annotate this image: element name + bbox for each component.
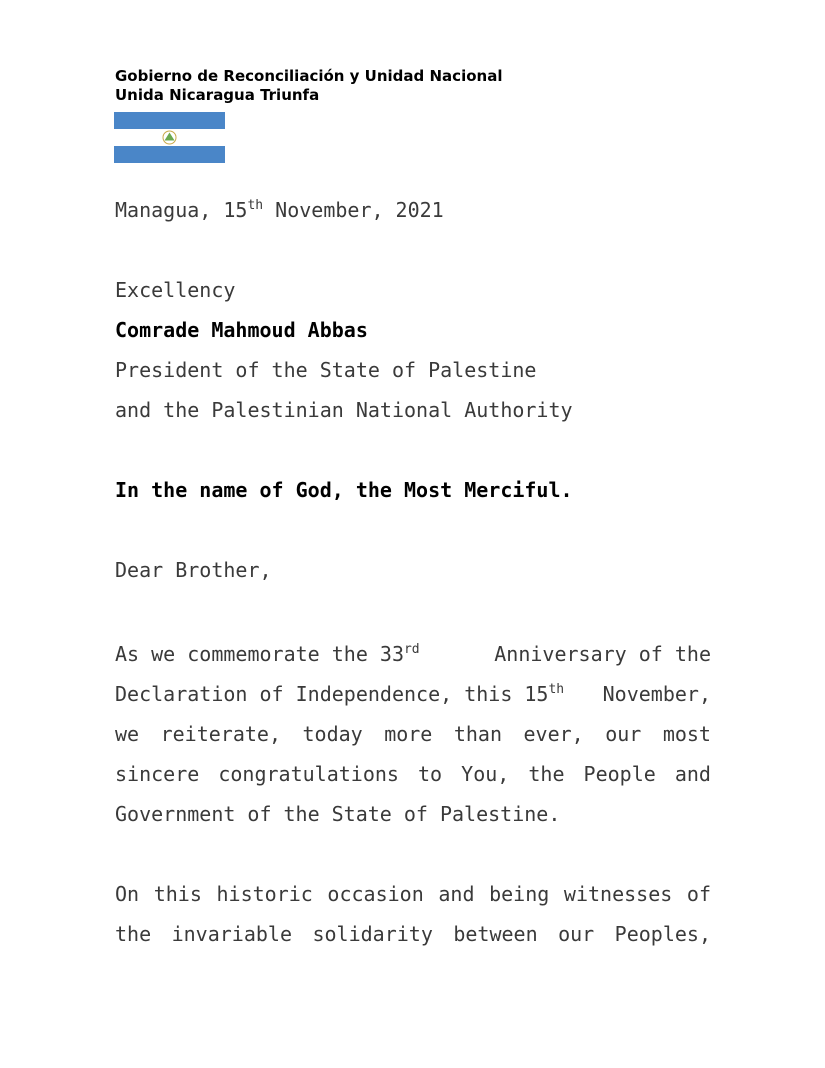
word: People <box>583 762 656 786</box>
word: On <box>115 882 140 906</box>
paragraph-2 <box>115 874 711 954</box>
government-name: Gobierno de Reconciliación y Unidad Nacional <box>115 67 503 85</box>
recipient-role-line-2: and the Palestinian National Authority <box>115 398 573 422</box>
paragraph-line <box>115 794 711 834</box>
invocation: In the name of God, the Most Merciful. <box>115 478 573 502</box>
word: congratulations <box>218 762 399 786</box>
word: State <box>331 802 392 826</box>
word: historic <box>216 882 313 906</box>
word: today <box>302 722 363 746</box>
word: than <box>453 722 503 746</box>
letterhead <box>115 67 502 105</box>
paragraph-line <box>115 674 711 714</box>
paragraph-line <box>115 754 711 794</box>
text-segment: November, <box>602 682 711 706</box>
word: of <box>686 882 711 906</box>
word: and <box>674 762 711 786</box>
salutation-title: Excellency <box>115 278 236 302</box>
word: most <box>662 722 711 746</box>
word: the <box>115 922 152 946</box>
word: of <box>403 802 428 826</box>
recipient-name: Comrade Mahmoud Abbas <box>115 318 368 342</box>
word: occasion <box>327 882 424 906</box>
paragraph-line <box>115 914 711 954</box>
word: sincere <box>115 762 200 786</box>
letter-date: Managua, 15th November, 2021 <box>115 198 444 222</box>
word: our <box>558 922 595 946</box>
word: the <box>283 802 320 826</box>
text-segment: As we commemorate the 33rd <box>115 642 420 666</box>
word: being <box>489 882 550 906</box>
word: ever, <box>523 722 584 746</box>
word: witnesses <box>563 882 673 906</box>
word: Government <box>115 802 236 826</box>
text-segment: Anniversary of the <box>494 642 711 666</box>
nicaragua-flag-icon <box>114 112 225 163</box>
word: we <box>115 722 140 746</box>
word: our <box>605 722 642 746</box>
word: of <box>247 802 272 826</box>
word: You, <box>461 762 510 786</box>
word: more <box>384 722 433 746</box>
word: this <box>153 882 202 906</box>
paragraph-1 <box>115 634 711 834</box>
text-segment: Declaration of Independence, this 15th <box>115 682 565 706</box>
paragraph-line <box>115 874 711 914</box>
word: Palestine. <box>439 802 561 826</box>
greeting: Dear Brother, <box>115 558 272 582</box>
word: Peoples, <box>614 922 711 946</box>
word: to <box>418 762 443 786</box>
paragraph-line <box>115 634 711 674</box>
word: and <box>438 882 475 906</box>
word: reiterate, <box>160 722 281 746</box>
recipient-role-line-1: President of the State of Palestine <box>115 358 537 382</box>
word: the <box>528 762 565 786</box>
word: between <box>453 922 538 946</box>
word: invariable <box>171 922 292 946</box>
paragraph-line <box>115 714 711 754</box>
government-slogan: Unida Nicaragua Triunfa <box>115 86 320 104</box>
word: solidarity <box>312 922 433 946</box>
